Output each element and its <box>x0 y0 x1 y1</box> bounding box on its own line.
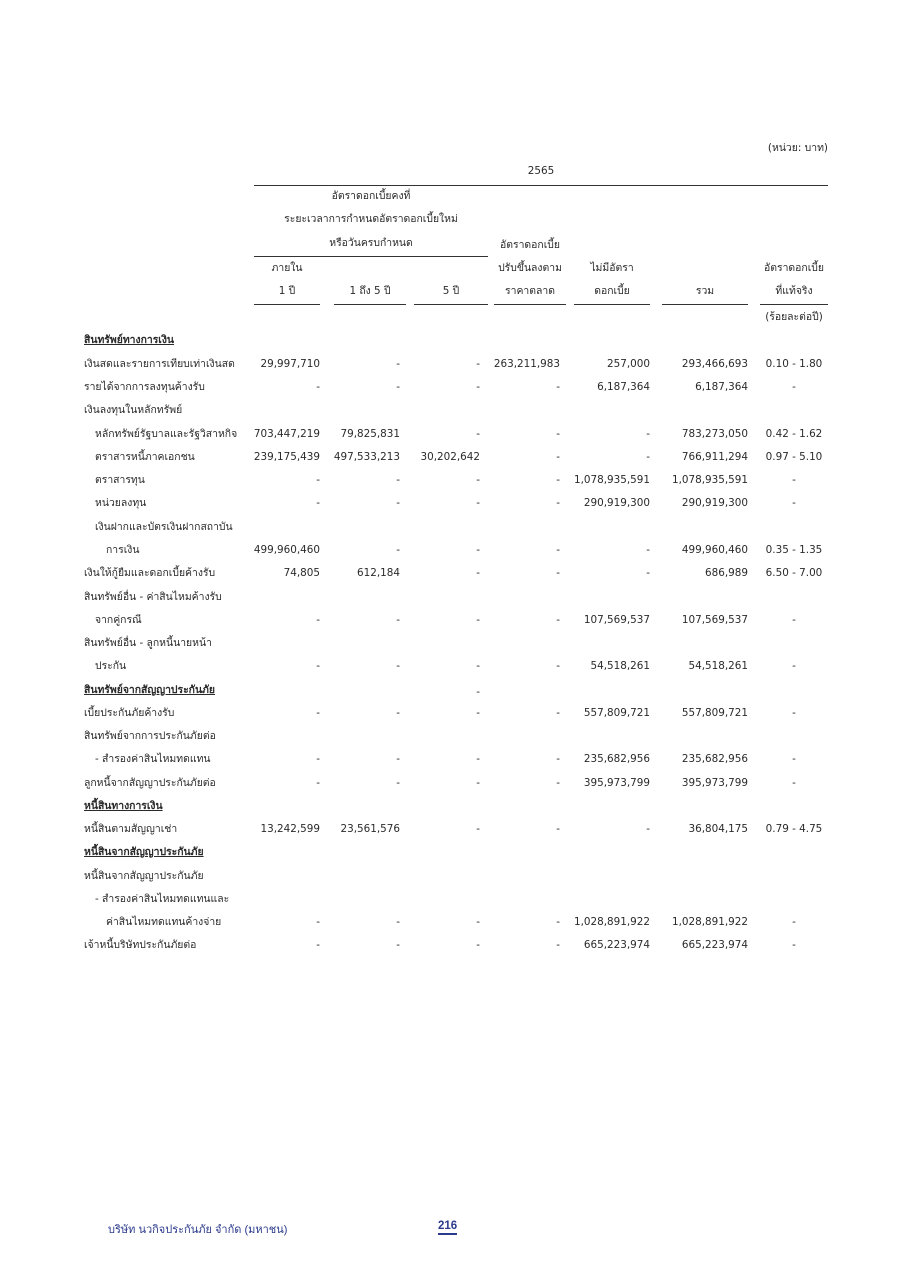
table-cell: - <box>476 497 480 509</box>
year-header: 2565 <box>527 165 555 177</box>
table-cell: 235,682,956 <box>681 753 748 765</box>
row-label: หลักทรัพย์รัฐบาลและรัฐวิสาหกิจ <box>95 428 238 440</box>
fixed-rate-header-3: หรือวันครบกำหนด <box>329 237 413 249</box>
table-cell: - <box>396 707 400 719</box>
table-cell: - <box>476 358 480 370</box>
col-underline-7 <box>760 304 828 305</box>
col-underline-2 <box>334 304 406 305</box>
table-cell: 54,518,261 <box>590 660 650 672</box>
table-cell: 703,447,219 <box>253 428 320 440</box>
five-year-header: 5 ปี <box>442 285 460 297</box>
table-cell: 0.35 - 1.35 <box>765 544 823 556</box>
table-cell: - <box>396 753 400 765</box>
table-cell: - <box>556 614 560 626</box>
col-underline-4 <box>494 304 566 305</box>
table-cell: - <box>476 544 480 556</box>
row-label: เงินฝากและบัตรเงินฝากสถาบัน <box>95 521 233 533</box>
table-cell: - <box>556 707 560 719</box>
table-cell: - <box>476 916 480 928</box>
table-cell: - <box>792 381 796 393</box>
row-label: ประกัน <box>95 660 127 672</box>
table-cell: - <box>316 474 320 486</box>
row-label: หนี้สินตามสัญญาเช่า <box>84 823 178 835</box>
row-label: จากคู่กรณี <box>95 614 142 626</box>
table-cell: - <box>476 474 480 486</box>
effective-rate-header-1: อัตราดอกเบี้ย <box>764 262 824 274</box>
table-cell: - <box>396 474 400 486</box>
table-cell: - <box>792 660 796 672</box>
unit-note: (หน่วย: บาท) <box>767 142 828 154</box>
table-cell: 1,078,935,591 <box>671 474 748 486</box>
table-cell: 766,911,294 <box>681 451 748 463</box>
table-cell: 293,466,693 <box>681 358 748 370</box>
table-cell: - <box>476 939 480 951</box>
table-cell: - <box>646 544 650 556</box>
table-cell: 235,682,956 <box>583 753 650 765</box>
effective-rate-header-3: (ร้อยละต่อปี) <box>765 311 823 323</box>
effective-rate-header-2: ที่แท้จริง <box>775 285 813 297</box>
table-cell: 23,561,576 <box>340 823 400 835</box>
col-underline-6 <box>662 304 748 305</box>
table-cell: 612,184 <box>357 567 400 579</box>
table-cell: - <box>396 358 400 370</box>
section-heading: หนี้สินทางการเงิน <box>84 800 163 812</box>
table-cell: - <box>792 707 796 719</box>
table-cell: 36,804,175 <box>688 823 748 835</box>
table-cell: - <box>476 777 480 789</box>
one-to-five-header: 1 ถึง 5 ปี <box>349 285 391 297</box>
table-cell: 107,569,537 <box>583 614 650 626</box>
table-cell: 54,518,261 <box>688 660 748 672</box>
table-cell: - <box>396 660 400 672</box>
table-cell: 499,960,460 <box>253 544 320 556</box>
table-cell: - <box>792 497 796 509</box>
table-cell: 74,805 <box>283 567 320 579</box>
table-cell: - <box>556 544 560 556</box>
col-underline-1 <box>254 304 320 305</box>
table-cell: 665,223,974 <box>583 939 650 951</box>
table-cell: 290,919,300 <box>681 497 748 509</box>
table-cell: - <box>396 777 400 789</box>
table-cell: - <box>316 916 320 928</box>
table-cell: - <box>792 939 796 951</box>
row-label: - สำรองค่าสินไหมทดแทน <box>95 753 211 765</box>
floating-rate-header-3: ราคาตลาด <box>505 285 555 297</box>
table-cell: 6,187,364 <box>695 381 748 393</box>
row-label: หนี้สินจากสัญญาประกันภัย <box>84 870 204 882</box>
table-cell: - <box>556 567 560 579</box>
table-cell: - <box>476 823 480 835</box>
table-cell: - <box>316 939 320 951</box>
table-cell: 79,825,831 <box>340 428 400 440</box>
row-label: ลูกหนี้จากสัญญาประกันภัยต่อ <box>84 777 216 789</box>
table-cell: - <box>792 753 796 765</box>
floating-rate-header-1: อัตราดอกเบี้ย <box>500 239 560 251</box>
row-label: สินทรัพย์อื่น - ค่าสินไหมค้างรับ <box>84 591 222 603</box>
table-cell: - <box>792 474 796 486</box>
table-cell: 665,223,974 <box>681 939 748 951</box>
col-underline-5 <box>574 304 650 305</box>
section-heading: สินทรัพย์ทางการเงิน <box>84 334 175 346</box>
table-cell: 686,989 <box>705 567 748 579</box>
table-cell: 395,973,799 <box>681 777 748 789</box>
table-cell: 239,175,439 <box>253 451 320 463</box>
row-label: เงินให้กู้ยืมและดอกเบี้ยค้างรับ <box>84 567 216 579</box>
row-label: เงินลงทุนในหลักทรัพย์ <box>84 404 183 416</box>
table-cell: 107,569,537 <box>681 614 748 626</box>
table-cell: - <box>396 939 400 951</box>
fixed-rate-header-1: อัตราดอกเบี้ยคงที่ <box>331 190 411 202</box>
section-heading: หนี้สินจากสัญญาประกันภัย <box>84 846 204 858</box>
row-label: สินทรัพย์จากการประกันภัยต่อ <box>84 730 216 742</box>
table-cell: 395,973,799 <box>583 777 650 789</box>
table-cell: - <box>646 428 650 440</box>
table-cell: 1,028,891,922 <box>573 916 650 928</box>
table-cell: - <box>396 381 400 393</box>
total-header: รวม <box>695 285 715 297</box>
table-cell: - <box>646 451 650 463</box>
table-cell: - <box>556 939 560 951</box>
table-cell: 0.97 - 5.10 <box>765 451 823 463</box>
row-label: รายได้จากการลงทุนค้างรับ <box>84 381 205 393</box>
table-cell: - <box>396 497 400 509</box>
table-cell: - <box>316 614 320 626</box>
table-cell: - <box>476 381 480 393</box>
non-interest-header-1: ไม่มีอัตรา <box>590 262 634 274</box>
table-cell: - <box>646 567 650 579</box>
table-cell: 0.10 - 1.80 <box>765 358 823 370</box>
table-cell: - <box>396 544 400 556</box>
table-cell: - <box>396 916 400 928</box>
table-cell: 29,997,710 <box>260 358 320 370</box>
table-cell: - <box>316 777 320 789</box>
table-cell: 30,202,642 <box>420 451 480 463</box>
table-cell: - <box>556 451 560 463</box>
table-cell: 257,000 <box>607 358 650 370</box>
table-cell: - <box>556 777 560 789</box>
table-cell: 290,919,300 <box>583 497 650 509</box>
table-cell: 557,809,721 <box>583 707 650 719</box>
year-underline <box>254 185 828 186</box>
table-cell: - <box>316 753 320 765</box>
row-label: เบี้ยประกันภัยค้างรับ <box>84 707 175 719</box>
table-cell: - <box>792 777 796 789</box>
table-cell: - <box>476 428 480 440</box>
row-label: การเงิน <box>106 544 140 556</box>
row-label: - สำรองค่าสินไหมทดแทนและ <box>95 893 230 905</box>
table-cell: 497,533,213 <box>333 451 400 463</box>
table-cell: - <box>556 428 560 440</box>
table-cell: 1,078,935,591 <box>573 474 650 486</box>
table-cell: - <box>316 660 320 672</box>
table-cell: - <box>556 660 560 672</box>
table-cell: 263,211,983 <box>493 358 560 370</box>
fixed-rate-underline <box>254 256 488 257</box>
table-cell: - <box>556 497 560 509</box>
table-cell: - <box>396 614 400 626</box>
row-label: ตราสารหนี้ภาคเอกชน <box>95 451 195 463</box>
section-heading: สินทรัพย์จากสัญญาประกันภัย <box>84 684 215 696</box>
table-cell: - <box>316 381 320 393</box>
table-cell: - <box>556 753 560 765</box>
row-label: ตราสารทุน <box>95 474 145 486</box>
fixed-rate-header-2: ระยะเวลาการกำหนดอัตราดอกเบี้ยใหม่ <box>284 213 458 225</box>
table-cell: - <box>792 916 796 928</box>
table-cell: 783,273,050 <box>681 428 748 440</box>
table-cell: 13,242,599 <box>260 823 320 835</box>
footer-company: บริษัท นวกิจประกันภัย จำกัด (มหาชน) <box>108 1224 288 1236</box>
table-cell: - <box>476 567 480 579</box>
row-label: สินทรัพย์อื่น - ลูกหนี้นายหน้า <box>84 637 212 649</box>
table-cell: 1,028,891,922 <box>671 916 748 928</box>
row-label: เจ้าหนี้บริษัทประกันภัยต่อ <box>84 939 197 951</box>
table-cell: - <box>316 707 320 719</box>
row-label: ค่าสินไหมทดแทนค้างจ่าย <box>106 916 222 928</box>
row-label: หน่วยลงทุน <box>95 497 147 509</box>
table-cell: - <box>556 381 560 393</box>
table-cell: - <box>476 614 480 626</box>
table-cell: 499,960,460 <box>681 544 748 556</box>
row-label: เงินสดและรายการเทียบเท่าเงินสด <box>84 358 235 370</box>
table-cell: 0.42 - 1.62 <box>765 428 823 440</box>
table-cell: - <box>556 916 560 928</box>
table-cell: - <box>476 660 480 672</box>
table-cell: - <box>646 823 650 835</box>
table-cell: - <box>556 823 560 835</box>
table-cell: - <box>556 474 560 486</box>
col-underline-3 <box>414 304 488 305</box>
within-1y-header-1: ภายใน <box>271 262 303 274</box>
table-cell: 557,809,721 <box>681 707 748 719</box>
within-1y-header-2: 1 ปี <box>278 285 296 297</box>
table-cell: - <box>792 614 796 626</box>
floating-rate-header-2: ปรับขึ้นลงตาม <box>498 262 562 274</box>
table-cell: 6.50 - 7.00 <box>765 567 823 579</box>
table-cell: - <box>476 707 480 719</box>
table-cell: 0.79 - 4.75 <box>765 823 823 835</box>
cell-dash: - <box>476 686 480 698</box>
table-cell: - <box>316 497 320 509</box>
non-interest-header-2: ดอกเบี้ย <box>594 285 630 297</box>
table-cell: - <box>476 753 480 765</box>
page-number: 216 <box>438 1220 457 1235</box>
table-cell: 6,187,364 <box>597 381 650 393</box>
